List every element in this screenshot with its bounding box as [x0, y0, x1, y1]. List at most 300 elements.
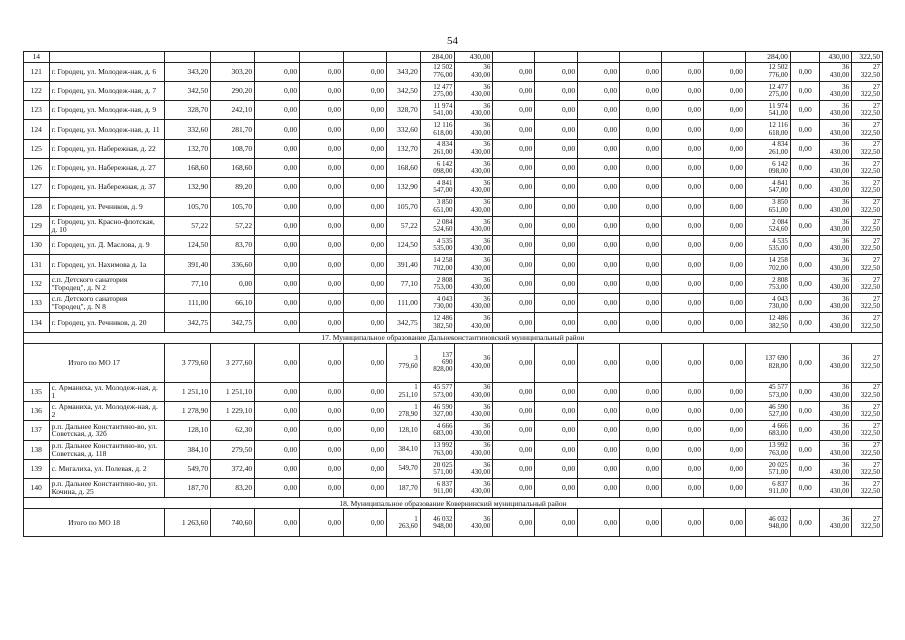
value-cell: 0,00: [662, 101, 704, 120]
rate-cell-line-1: 36: [483, 354, 491, 363]
living-area-cell: 168,60: [211, 158, 255, 177]
rate-total-cell-line-1: 36: [842, 354, 850, 363]
total-area-cell: 105,70: [165, 197, 211, 216]
cost-total-cell-line-2: 828,00: [768, 361, 788, 370]
value-cell: 0,00: [255, 62, 300, 81]
value-cell: [620, 52, 662, 63]
cost-cell-line-2: 911,00: [433, 487, 453, 496]
value-cell: 0,00: [578, 120, 620, 139]
value-cell: 0,00: [620, 294, 662, 313]
value-cell: 0,00: [703, 421, 745, 440]
table-row: [24, 313, 883, 332]
value-cell: 0,00: [300, 479, 344, 498]
rate-total-cell: [820, 139, 852, 158]
cost-cell: [420, 382, 455, 401]
rate-total-cell: [820, 197, 852, 216]
area-cell: [386, 509, 420, 537]
table-row: [24, 440, 883, 459]
value-cell: 0,00: [493, 178, 535, 197]
value-cell: 0,00: [703, 178, 745, 197]
total-area-cell: 124,50: [165, 236, 211, 255]
rate-min-cell-line-1: 27: [873, 354, 880, 363]
value-cell: 0,00: [790, 459, 820, 478]
rate-total-cell-line-1: 36: [842, 179, 850, 188]
rate-min-cell: [852, 509, 883, 537]
cost-cell-line-2: 327,00: [433, 410, 453, 419]
value-cell: 0,00: [662, 255, 704, 274]
value-cell: 0,00: [620, 274, 662, 293]
value-cell: 0,00: [790, 440, 820, 459]
living-area-cell: 290,20: [211, 81, 255, 100]
table-row: [24, 158, 883, 177]
value-cell: [790, 52, 820, 63]
rate-min-cell-line-1: 27: [873, 514, 880, 523]
value-cell: [535, 52, 578, 63]
rate-total-cell-line-2: 430,00: [829, 128, 850, 137]
cost-cell-line-2: 763,00: [433, 448, 453, 457]
rate-total-cell-line-1: 36: [842, 514, 850, 523]
table-row: [24, 274, 883, 293]
rate-cell-line-2: 430,00: [471, 282, 491, 291]
value-cell: 0,00: [662, 139, 704, 158]
rate-cell: [455, 421, 493, 440]
rate-total-cell: [820, 343, 852, 382]
rate-total-cell-line-1: 36: [842, 236, 850, 245]
value-cell: 0,00: [493, 479, 535, 498]
table-row: [24, 382, 883, 401]
total-area-cell: 57,22: [165, 216, 211, 235]
rate-min-cell-line-2: 322,50: [860, 282, 880, 291]
address-cell: г. Городец, ул. Молодеж-ная, д. 6: [49, 62, 165, 81]
rate-total-cell: [820, 509, 852, 537]
rate-min-cell-line-2: 322,50: [860, 390, 880, 399]
rate-min-cell-line-2: 322,50: [860, 521, 880, 530]
register-table: [23, 51, 883, 537]
row-number: 139: [24, 459, 50, 478]
value-cell: 0,00: [703, 382, 745, 401]
rate-total-cell-line-1: 36: [842, 294, 850, 303]
rate-cell-line-1: 36: [483, 460, 491, 469]
cost-total-cell-line-2: 776,00: [768, 70, 788, 79]
value-cell: 0,00: [344, 178, 387, 197]
value-cell: 0,00: [620, 158, 662, 177]
value-cell: 0,00: [300, 158, 344, 177]
area-cell: 111,00: [386, 294, 420, 313]
value-cell: 0,00: [344, 294, 387, 313]
value-cell: 0,00: [703, 401, 745, 420]
value-cell: 0,00: [790, 421, 820, 440]
value-cell: 0,00: [662, 81, 704, 100]
value-cell: 0,00: [255, 479, 300, 498]
cost-total-cell: [745, 62, 790, 81]
rate-cell-line-2: 430,00: [471, 186, 491, 195]
cost-total-cell-line-1: 45 577: [768, 383, 788, 392]
table-row: [24, 139, 883, 158]
value-cell: 0,00: [535, 101, 578, 120]
value-cell: 0,00: [790, 62, 820, 81]
rate-total-cell-line-2: 430,00: [829, 282, 850, 291]
rate-cell: [455, 294, 493, 313]
rate-cell: [455, 197, 493, 216]
cost-total-cell-line-1: 12 477: [768, 82, 788, 91]
total-area-cell: 132,90: [165, 178, 211, 197]
value-cell: 0,00: [790, 509, 820, 537]
value-cell: 0,00: [493, 236, 535, 255]
value-cell: 0,00: [493, 197, 535, 216]
address-cell: г. Городец, ул. Молодеж-ная, д. 9: [49, 101, 165, 120]
rate-min-cell-line-2: 322,50: [860, 487, 880, 496]
value-cell: 0,00: [535, 459, 578, 478]
total-area-cell: 384,10: [165, 440, 211, 459]
area-cell-line-1: 3: [414, 354, 418, 363]
value-cell: 0,00: [255, 139, 300, 158]
rate-min-cell-line-2: 322,50: [860, 467, 880, 476]
value-cell: 0,00: [493, 274, 535, 293]
address-cell: г. Городец, ул. Набережная, д. 22: [49, 139, 165, 158]
table-row: [24, 421, 883, 440]
value-cell: 0,00: [255, 459, 300, 478]
rate-min-cell: [852, 62, 883, 81]
rate-cell-line-2: 430,00: [471, 321, 491, 330]
value-cell: 0,00: [535, 313, 578, 332]
cost-total-cell: [745, 313, 790, 332]
living-area-cell: 62,30: [211, 421, 255, 440]
cost-cell: [420, 343, 455, 382]
cost-total-cell-line-1: 4 535: [772, 236, 788, 245]
living-area-cell: 281,70: [211, 120, 255, 139]
rate-cell-line-2: 430,00: [471, 263, 491, 272]
cost-total-cell: [745, 509, 790, 537]
rate-total-cell-line-2: 430,00: [829, 390, 850, 399]
cost-cell: [420, 274, 455, 293]
cost-total-cell: [745, 479, 790, 498]
rate-min-cell: [852, 81, 883, 100]
area-cell: 168,60: [386, 158, 420, 177]
value-cell: 0,00: [255, 294, 300, 313]
value-cell: 0,00: [535, 255, 578, 274]
cost-cell-line-1: 6 142: [436, 159, 453, 168]
value-cell: 0,00: [255, 81, 300, 100]
value-cell: 0,00: [255, 440, 300, 459]
living-area-cell: 336,60: [211, 255, 255, 274]
value-cell: 0,00: [344, 382, 387, 401]
value-cell: 0,00: [703, 313, 745, 332]
cost-cell-line-2: 571,00: [433, 467, 453, 476]
rate-total-cell-line-1: 36: [842, 275, 850, 284]
cost-total-cell-line-1: 4 043: [772, 294, 788, 303]
area-cell: 132,90: [386, 178, 420, 197]
value-cell: 0,00: [578, 313, 620, 332]
value-cell: 0,00: [535, 479, 578, 498]
rate-total-cell-line-1: 36: [842, 140, 850, 149]
rate-total-cell: [820, 236, 852, 255]
value-cell: 0,00: [790, 101, 820, 120]
value-cell: 0,00: [620, 509, 662, 537]
rate-total-cell-line-2: 430,00: [829, 205, 850, 214]
rate-cell-line-2: 430,00: [471, 410, 491, 419]
row-number: 124: [24, 120, 50, 139]
rate-cell-line-1: 36: [483, 441, 491, 450]
rate-total-cell-line-2: 430,00: [829, 263, 850, 272]
cost-cell: [420, 255, 455, 274]
value-cell: 0,00: [493, 216, 535, 235]
value-cell: 0,00: [578, 101, 620, 120]
area-cell: 391,40: [386, 255, 420, 274]
rate-total-cell-line-2: 430,00: [829, 109, 850, 118]
value-cell: 0,00: [790, 236, 820, 255]
cost-cell-line-1: 4 535: [436, 236, 453, 245]
area-cell-line-2: 251,10: [398, 390, 418, 399]
rate-total-cell-line-1: 36: [842, 82, 850, 91]
row-number: 130: [24, 236, 50, 255]
rate-total-cell-line-2: 430,00: [829, 70, 850, 79]
value-cell: 0,00: [255, 274, 300, 293]
value-cell: 0,00: [662, 294, 704, 313]
value-cell: 0,00: [662, 178, 704, 197]
living-area-cell: 83,70: [211, 236, 255, 255]
rate-total-cell-line-2: 430,00: [829, 467, 850, 476]
row-number: 125: [24, 139, 50, 158]
cost-total-cell: [745, 236, 790, 255]
rate-total-cell-line-1: 36: [842, 217, 850, 226]
value-cell: 0,00: [493, 62, 535, 81]
cost-cell-line-1: 12 477: [433, 82, 453, 91]
rate-cell: [455, 216, 493, 235]
cost-total-cell-line-2: 527,00: [768, 410, 788, 419]
rate-total-cell-line-2: 430,00: [829, 167, 850, 176]
value-cell: 0,00: [620, 120, 662, 139]
rate-min-cell: [852, 236, 883, 255]
total-label: Итого по МО 17: [24, 343, 165, 382]
rate-total-cell-line-2: 430,00: [829, 225, 850, 234]
cost-total-cell: [745, 81, 790, 100]
table-row: [24, 459, 883, 478]
area-cell-line-1: 1: [414, 514, 418, 523]
row-number: 131: [24, 255, 50, 274]
rate-min-cell-line-2: 322,50: [860, 410, 880, 419]
value-cell: 0,00: [703, 343, 745, 382]
rate-total-cell: [820, 274, 852, 293]
value-cell: 0,00: [535, 139, 578, 158]
rate-cell: [455, 479, 493, 498]
rate-min-cell-line-1: 27: [873, 256, 880, 265]
rate-total-cell-line-1: 36: [842, 383, 850, 392]
cost-total-cell-line-2: 763,00: [768, 448, 788, 457]
rate-min-cell: [852, 421, 883, 440]
area-cell: [386, 421, 420, 440]
rate-total-cell: 430,00: [820, 52, 852, 63]
table-row: [24, 178, 883, 197]
rate-cell-line-1: 36: [483, 121, 491, 130]
row-number: 127: [24, 178, 50, 197]
row-number: 121: [24, 62, 50, 81]
value-cell: 0,00: [535, 197, 578, 216]
value-cell: 0,00: [535, 178, 578, 197]
rate-cell-line-2: 430,00: [471, 70, 491, 79]
cost-cell: [420, 216, 455, 235]
rate-cell-line-2: 430,00: [471, 128, 491, 137]
cost-total-cell-line-2: 571,00: [768, 467, 788, 476]
total-area-cell: 332,60: [165, 120, 211, 139]
total-row: [24, 509, 883, 537]
value-cell: 0,00: [300, 421, 344, 440]
area-cell: 342,75: [386, 313, 420, 332]
value-cell: 0,00: [493, 313, 535, 332]
value-cell: 0,00: [703, 294, 745, 313]
rate-min-cell-line-2: 322,50: [860, 70, 880, 79]
value-cell: 0,00: [535, 62, 578, 81]
rate-min-cell: 322,50: [852, 52, 883, 63]
area-cell: 57,22: [386, 216, 420, 235]
area-cell: 328,70: [386, 101, 420, 120]
value-cell: 0,00: [300, 236, 344, 255]
rate-cell-line-1: 36: [483, 140, 491, 149]
rate-min-cell-line-2: 322,50: [860, 186, 880, 195]
value-cell: 0,00: [662, 274, 704, 293]
cost-total-cell-line-2: 275,00: [768, 89, 788, 98]
rate-min-cell-line-1: 27: [873, 441, 880, 450]
cost-total-cell: [745, 274, 790, 293]
total-area-cell: 328,70: [165, 101, 211, 120]
rate-cell-line-2: 430,00: [471, 429, 491, 438]
total-area-cell: 391,40: [165, 255, 211, 274]
rate-cell-line-2: 430,00: [471, 521, 491, 530]
rate-total-cell: [820, 101, 852, 120]
value-cell: 0,00: [535, 343, 578, 382]
address-cell: г. Городец, ул. Красно-флотская, д. 10: [49, 216, 165, 235]
cost-total-cell-line-2: 702,00: [768, 263, 788, 272]
address-cell: г. Городец, ул. Молодеж-ная, д. 11: [49, 120, 165, 139]
cost-total-cell-line-1: 13 992: [768, 441, 788, 450]
cost-cell-line-2: 275,00: [433, 89, 453, 98]
cost-total-cell-line-2: 651,00: [768, 205, 788, 214]
rate-total-cell: [820, 255, 852, 274]
table-row: [24, 197, 883, 216]
rate-cell: [455, 401, 493, 420]
value-cell: 0,00: [300, 509, 344, 537]
row-number: 132: [24, 274, 50, 293]
cost-total-cell: [745, 343, 790, 382]
value-cell: 0,00: [578, 255, 620, 274]
row-number: 136: [24, 401, 50, 420]
rate-total-cell-line-1: 36: [842, 256, 850, 265]
rate-total-cell: [820, 479, 852, 498]
living-area-cell: 342,75: [211, 313, 255, 332]
value-cell: 0,00: [790, 216, 820, 235]
value-cell: 0,00: [578, 236, 620, 255]
rate-cell-line-1: 36: [483, 159, 491, 168]
value-cell: 0,00: [344, 509, 387, 537]
rate-min-cell-line-2: 322,50: [860, 244, 880, 253]
area-cell: [386, 401, 420, 420]
value-cell: 0,00: [493, 421, 535, 440]
value-cell: 0,00: [344, 120, 387, 139]
value-cell: 0,00: [535, 274, 578, 293]
table-row: [24, 236, 883, 255]
cost-cell-line-1: 4 834: [436, 140, 453, 149]
rate-cell-line-1: 36: [483, 256, 491, 265]
rate-cell-line-2: 430,00: [471, 467, 491, 476]
area-cell-line-2: 779,60: [398, 361, 418, 370]
value-cell: 0,00: [255, 401, 300, 420]
value-cell: 0,00: [578, 62, 620, 81]
cost-total-cell-line-1: 12 502: [768, 63, 788, 72]
cost-cell-line-1: 11 974: [433, 101, 453, 110]
cost-cell-line-1: 137: [441, 350, 453, 359]
value-cell: 0,00: [578, 216, 620, 235]
rate-min-cell-line-1: 27: [873, 275, 880, 284]
living-area-cell: 1 251,10: [211, 382, 255, 401]
value-cell: 0,00: [620, 236, 662, 255]
rate-total-cell-line-2: 430,00: [829, 448, 850, 457]
value-cell: 0,00: [535, 382, 578, 401]
cost-cell: [420, 440, 455, 459]
value-cell: 0,00: [662, 158, 704, 177]
value-cell: 0,00: [255, 313, 300, 332]
address-cell: г. Городец, ул. Д. Маслова, д. 9: [49, 236, 165, 255]
value-cell: 0,00: [790, 139, 820, 158]
value-cell: 0,00: [344, 62, 387, 81]
total-row: [24, 343, 883, 382]
value-cell: 0,00: [703, 479, 745, 498]
total-area-cell: 3 779,60: [165, 343, 211, 382]
value-cell: 0,00: [255, 197, 300, 216]
cost-cell: [420, 101, 455, 120]
rate-total-cell: [820, 294, 852, 313]
value-cell: 0,00: [300, 81, 344, 100]
rate-cell-line-2: 430,00: [471, 147, 491, 156]
rate-cell: [455, 343, 493, 382]
rate-min-cell: [852, 158, 883, 177]
value-cell: 0,00: [493, 440, 535, 459]
rate-total-cell: [820, 120, 852, 139]
section-row: [24, 498, 883, 509]
rate-cell: [455, 382, 493, 401]
value-cell: 0,00: [703, 158, 745, 177]
value-cell: 0,00: [344, 421, 387, 440]
total-area-cell: 549,70: [165, 459, 211, 478]
cost-cell: [420, 120, 455, 139]
value-cell: 0,00: [344, 343, 387, 382]
value-cell: 0,00: [493, 158, 535, 177]
row-number: 128: [24, 197, 50, 216]
rate-min-cell-line-1: 27: [873, 479, 880, 488]
cost-cell: [420, 313, 455, 332]
row-number: 123: [24, 101, 50, 120]
rate-min-cell: [852, 401, 883, 420]
cost-total-cell-line-1: 2 808: [772, 275, 788, 284]
value-cell: 0,00: [620, 216, 662, 235]
rate-total-cell-line-2: 430,00: [829, 429, 850, 438]
cost-cell-line-2: 547,00: [433, 186, 453, 195]
rate-min-cell: [852, 274, 883, 293]
rate-cell-line-1: 36: [483, 101, 491, 110]
cost-total-cell: [745, 459, 790, 478]
cost-total-cell: [745, 401, 790, 420]
value-cell: 0,00: [493, 459, 535, 478]
address-cell: [49, 52, 165, 63]
table-row: [24, 255, 883, 274]
value-cell: 0,00: [493, 139, 535, 158]
area-cell: [386, 459, 420, 478]
rate-cell: [455, 120, 493, 139]
row-number: 138: [24, 440, 50, 459]
value-cell: 0,00: [535, 158, 578, 177]
value-cell: 0,00: [344, 459, 387, 478]
value-cell: 0,00: [255, 236, 300, 255]
value-cell: 0,00: [620, 313, 662, 332]
living-area-cell: 372,40: [211, 459, 255, 478]
